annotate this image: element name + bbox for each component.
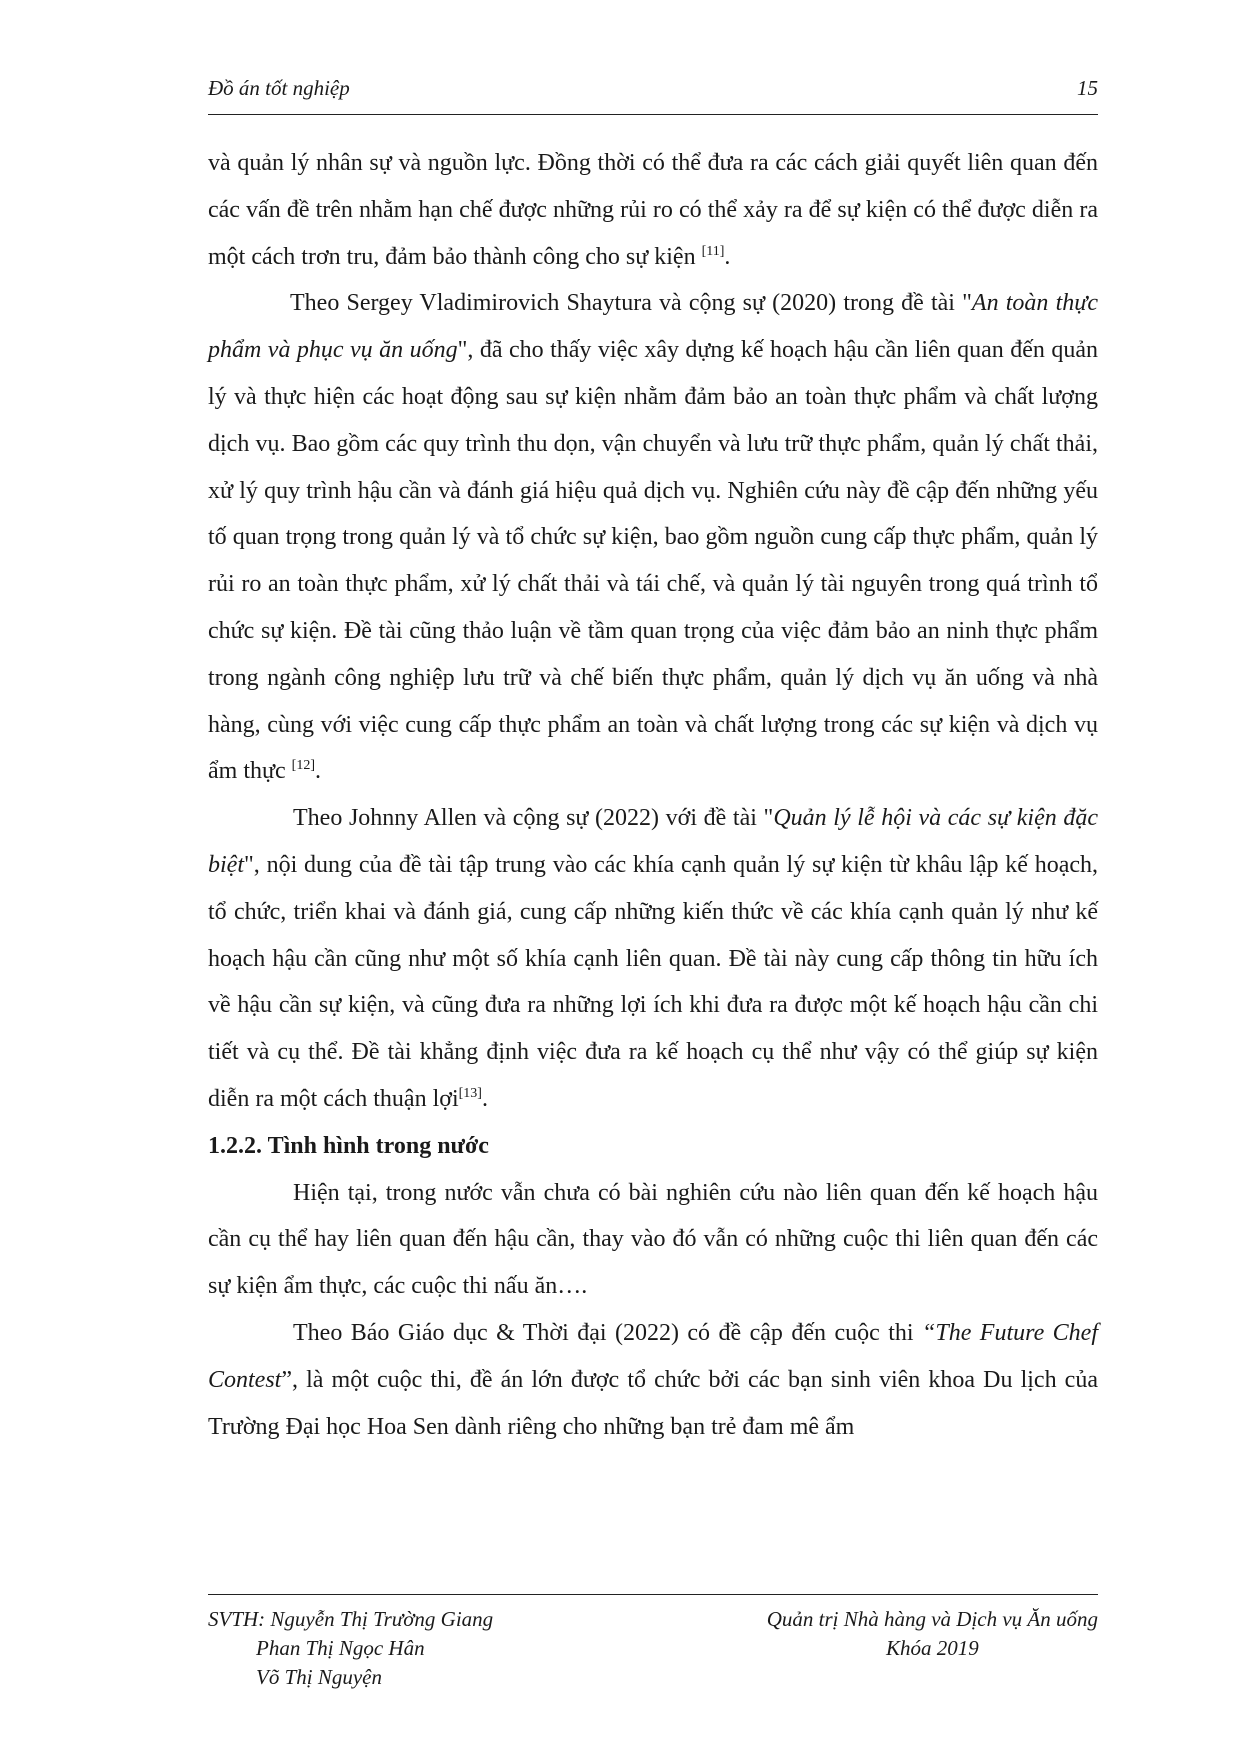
study-title: Quản lý lễ hội và các sự kiện đặc biệt [208,805,1098,878]
paragraph-4 [208,1170,1098,1310]
footer-authors [208,1605,493,1692]
section-heading: 1.2.2. Tình hình trong nước [208,1132,489,1159]
citation-ref: [12] [291,758,315,774]
header-title: Đồ án tốt nghiệp [208,76,350,100]
paragraph-text: ", đã cho thấy việc xây dựng kế hoạch hậu cần liên quan đến quản lý và thực hiện các hoạt động sau sự kiện nhằm đảm bảo an toàn thực phẩm và chất lượng dịch vụ. Bao gồm các quy trình thu dọn, vận chuyển và lưu trữ thực phẩm, quản lý chất thải, xử lý quy trình hậu cần và đánh giá hiệu quả dịch vụ. Nghiên cứu này đề cập đến những yếu tố quan trọng trong quản lý và tổ chức sự kiện, bao gồm nguồn cung cấp thực phẩm, quản lý rủi ro an toàn thực phẩm, xử lý chất thải và tái chế, và quản lý tài nguyên trong quá trình tổ chức sự kiện. Đề tài cũng thảo luận về tầm quan trọng của việc đảm bảo an ninh thực phẩm trong ngành công nghiệp lưu trữ và chế biến thực phẩm, quản lý dịch vụ ăn uống và nhà hàng, cùng với việc cung cấp thực phẩm an toàn và chất lượng trong các sự kiện và dịch vụ ẩm thực [208,337,1098,785]
paragraph-text: Theo Báo Giáo dục & Thời đại (2022) có đề cập đến cuộc thi [293,1319,922,1346]
punctuation: . [724,243,731,270]
page-number: 15 [1077,76,1098,100]
author-2: Phan Thị Ngọc Hân [256,1636,425,1660]
paragraph-text: ", nội dung của đề tài tập trung vào các khía cạnh quản lý sự kiện từ khâu lập kế hoạch, tổ chức, triển khai và đánh giá, cung cấp những kiến thức về các khía cạnh quản lý như kế hoạch hậu cần cũng như một số khía cạnh liên quan. Đề tài này cung cấp thông tin hữu ích về hậu cần sự kiện, và cũng đưa ra những lợi ích khi đưa ra được một kế hoạch hậu cần chi tiết và cụ thể. Đề tài khẳng định việc đưa ra kế hoạch cụ thể như vậy có thể giúp sự kiện diễn ra một cách thuận lợi [208,851,1098,1112]
paragraph-text: ”, là một cuộc thi, đề án lớn được tổ chức bởi các bạn sinh viên khoa Du lịch của Trường Đại học Hoa Sen dành riêng cho những bạn trẻ đam mê ẩm [208,1366,1098,1440]
footer-program [767,1605,1098,1663]
study-title: An toàn thực phẩm và phục vụ ăn uống [208,290,1098,364]
paragraph-1 [208,140,1098,280]
contest-title: “The Future Chef Contest [208,1319,1098,1393]
citation-ref: [11] [701,243,725,259]
page-body [208,140,1098,1450]
author-1: SVTH: Nguyễn Thị Trường Giang [208,1607,494,1631]
author-3: Võ Thị Nguyện [256,1665,382,1689]
paragraph-text: Hiện tại, trong nước vẫn chưa có bài nghiên cứu nào liên quan đến kế hoạch hậu cần cụ thể hay liên quan đến hậu cần, thay vào đó vẫn có những cuộc thi liên quan đến các sự kiện ẩm thực, các cuộc thi nấu ăn…. [208,1179,1098,1300]
paragraph-text: Theo Johnny Allen và cộng sự (2022) với đề tài " [293,805,774,832]
paragraph-2 [208,280,1098,795]
citation-ref: [13] [458,1085,482,1101]
program-name: Quản trị Nhà hàng và Dịch vụ Ăn uống [766,1607,1098,1631]
page-header [208,74,1098,115]
paragraph-text: và quản lý nhân sự và nguồn lực. Đồng thời có thể đưa ra các cách giải quyết liên quan đến các vấn đề trên nhằm hạn chế được những rủi ro có thể xảy ra để sự kiện có thể được diễn ra một cách trơn tru, đảm bảo thành công cho sự kiện [208,150,1098,270]
page-footer [208,1594,1098,1689]
paragraph-text: Theo Sergey Vladimirovich Shaytura và cộng sự (2020) trong đề tài " [290,290,972,317]
paragraph-3 [208,795,1098,1123]
course-year: Khóa 2019 [885,1636,979,1660]
punctuation: . [481,1085,488,1112]
punctuation: . [314,758,321,785]
paragraph-5 [208,1310,1098,1450]
